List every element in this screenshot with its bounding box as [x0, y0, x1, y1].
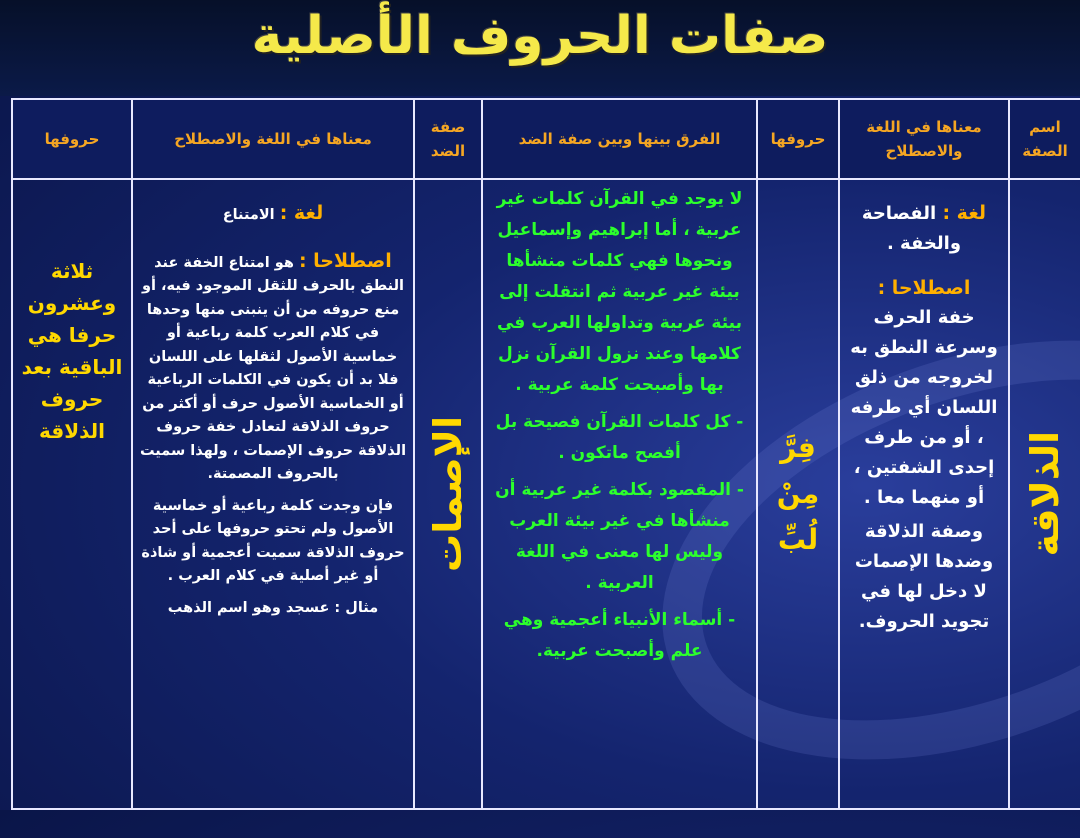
opposite-lugha-label: لغة :	[279, 202, 324, 224]
table-row	[12, 179, 1080, 809]
difference-p1: لا يوجد في القرآن كلمات غير عربية ، أما إبراهيم وإسماعيل ونحوها فهي كلمات منشأها بيئة غير عربية ثم انتقلت إلى بيئة عربية وتداولها العرب في كلامها وعند نزول القرآن نزل بها وأصبحت كلمة عربية .	[496, 189, 743, 395]
meaning-note: وصفة الذلاقة وضدها الإصمات لا دخل لها في تجويد الحروف.	[854, 521, 994, 632]
difference-p2: - كل كلمات القرآن فصيحة بل أفصح ماتكون .	[495, 412, 744, 463]
attributes-table	[11, 98, 1080, 810]
header-name: اسم الصفة	[1009, 99, 1080, 179]
table-header-row	[12, 99, 1080, 179]
opposite-name-wrapper	[415, 394, 481, 594]
opposite-meaning-cell	[132, 179, 414, 809]
page-title: صفات الحروف الأصلية	[251, 6, 829, 66]
opposite-name-cell	[414, 179, 482, 809]
opposite-name: الإصمات	[426, 416, 470, 572]
opposite-istilah-text: هو امتناع الخفة عند النطق بالحرف للثقل الموجود فيه، أو منع حروفه من أن ينبنى منها وحدها في كلام العرب كلمة رباعية أو خماسية الأصول لثقلها على اللسان فلا بد أن يكون في الكلمات الرباعية أو الخماسية الأصول حرف أو أكثر من حروف الذلاقة لتعادل خفة حروف الذلاقة حروف الإصمات ، ولهذا سميت بالحروف المصمتة.	[139, 254, 407, 482]
istilah-label: اصطلاحا :	[877, 277, 971, 299]
opposite-letters-cell	[12, 179, 132, 809]
header-opposite-letters: حروفها	[12, 99, 132, 179]
lugha-label: لغة :	[942, 202, 987, 224]
meaning-block	[840, 180, 1008, 645]
header-opposite: صفة الضد	[414, 99, 482, 179]
header-letters: حروفها	[757, 99, 839, 179]
opposite-istilah-label: اصطلاحا :	[298, 249, 392, 272]
header-opposite-meaning: معناها في اللغة والاصطلاح	[132, 99, 414, 179]
istilah-text: خفة الحرف وسرعة النطق به لخروجه من ذلق اللسان أي طرفه ، أو من طرف إحدى الشفتين ، أو منهما معا .	[850, 307, 998, 508]
attribute-name: الذلاقة	[1023, 431, 1067, 557]
opposite-note: فإن وجدت كلمة رباعية أو خماسية الأصول ولم تحتو حروفها على أحد حروف الذلاقة سميت أعجمية أو شاذة أو غير أصلية في كلام العرب .	[141, 497, 405, 584]
meaning-cell	[839, 179, 1009, 809]
difference-cell	[482, 179, 757, 809]
letters-cell	[757, 179, 839, 809]
letters-text: فِرَّ مِنْ لُبِّ	[776, 431, 820, 556]
header-meaning: معناها في اللغة والاصطلاح	[839, 99, 1009, 179]
opposite-letters-text: ثلاثة وعشرون حرفا هي الباقية بعد حروف الذلاقة	[21, 259, 123, 443]
opposite-meaning-block	[133, 180, 413, 628]
difference-p4: - أسماء الأنبياء أعجمية وهي علم وأصبحت عربية.	[503, 610, 736, 661]
opposite-lugha-text: الامتناع	[222, 207, 275, 223]
name-cell	[1009, 179, 1080, 809]
header-difference: الفرق بينها وبين صفة الضد	[482, 99, 757, 179]
opposite-example: مثال : عسجد وهو اسم الذهب	[167, 599, 379, 616]
lugha-text: الفصاحة والخفة .	[861, 203, 962, 254]
name-wrapper	[1010, 404, 1080, 584]
difference-p3: - المقصود بكلمة غير عربية أن منشأها في غير بيئة العرب وليس لها معنى في اللغة العربية .	[495, 480, 744, 593]
difference-block	[483, 180, 756, 677]
